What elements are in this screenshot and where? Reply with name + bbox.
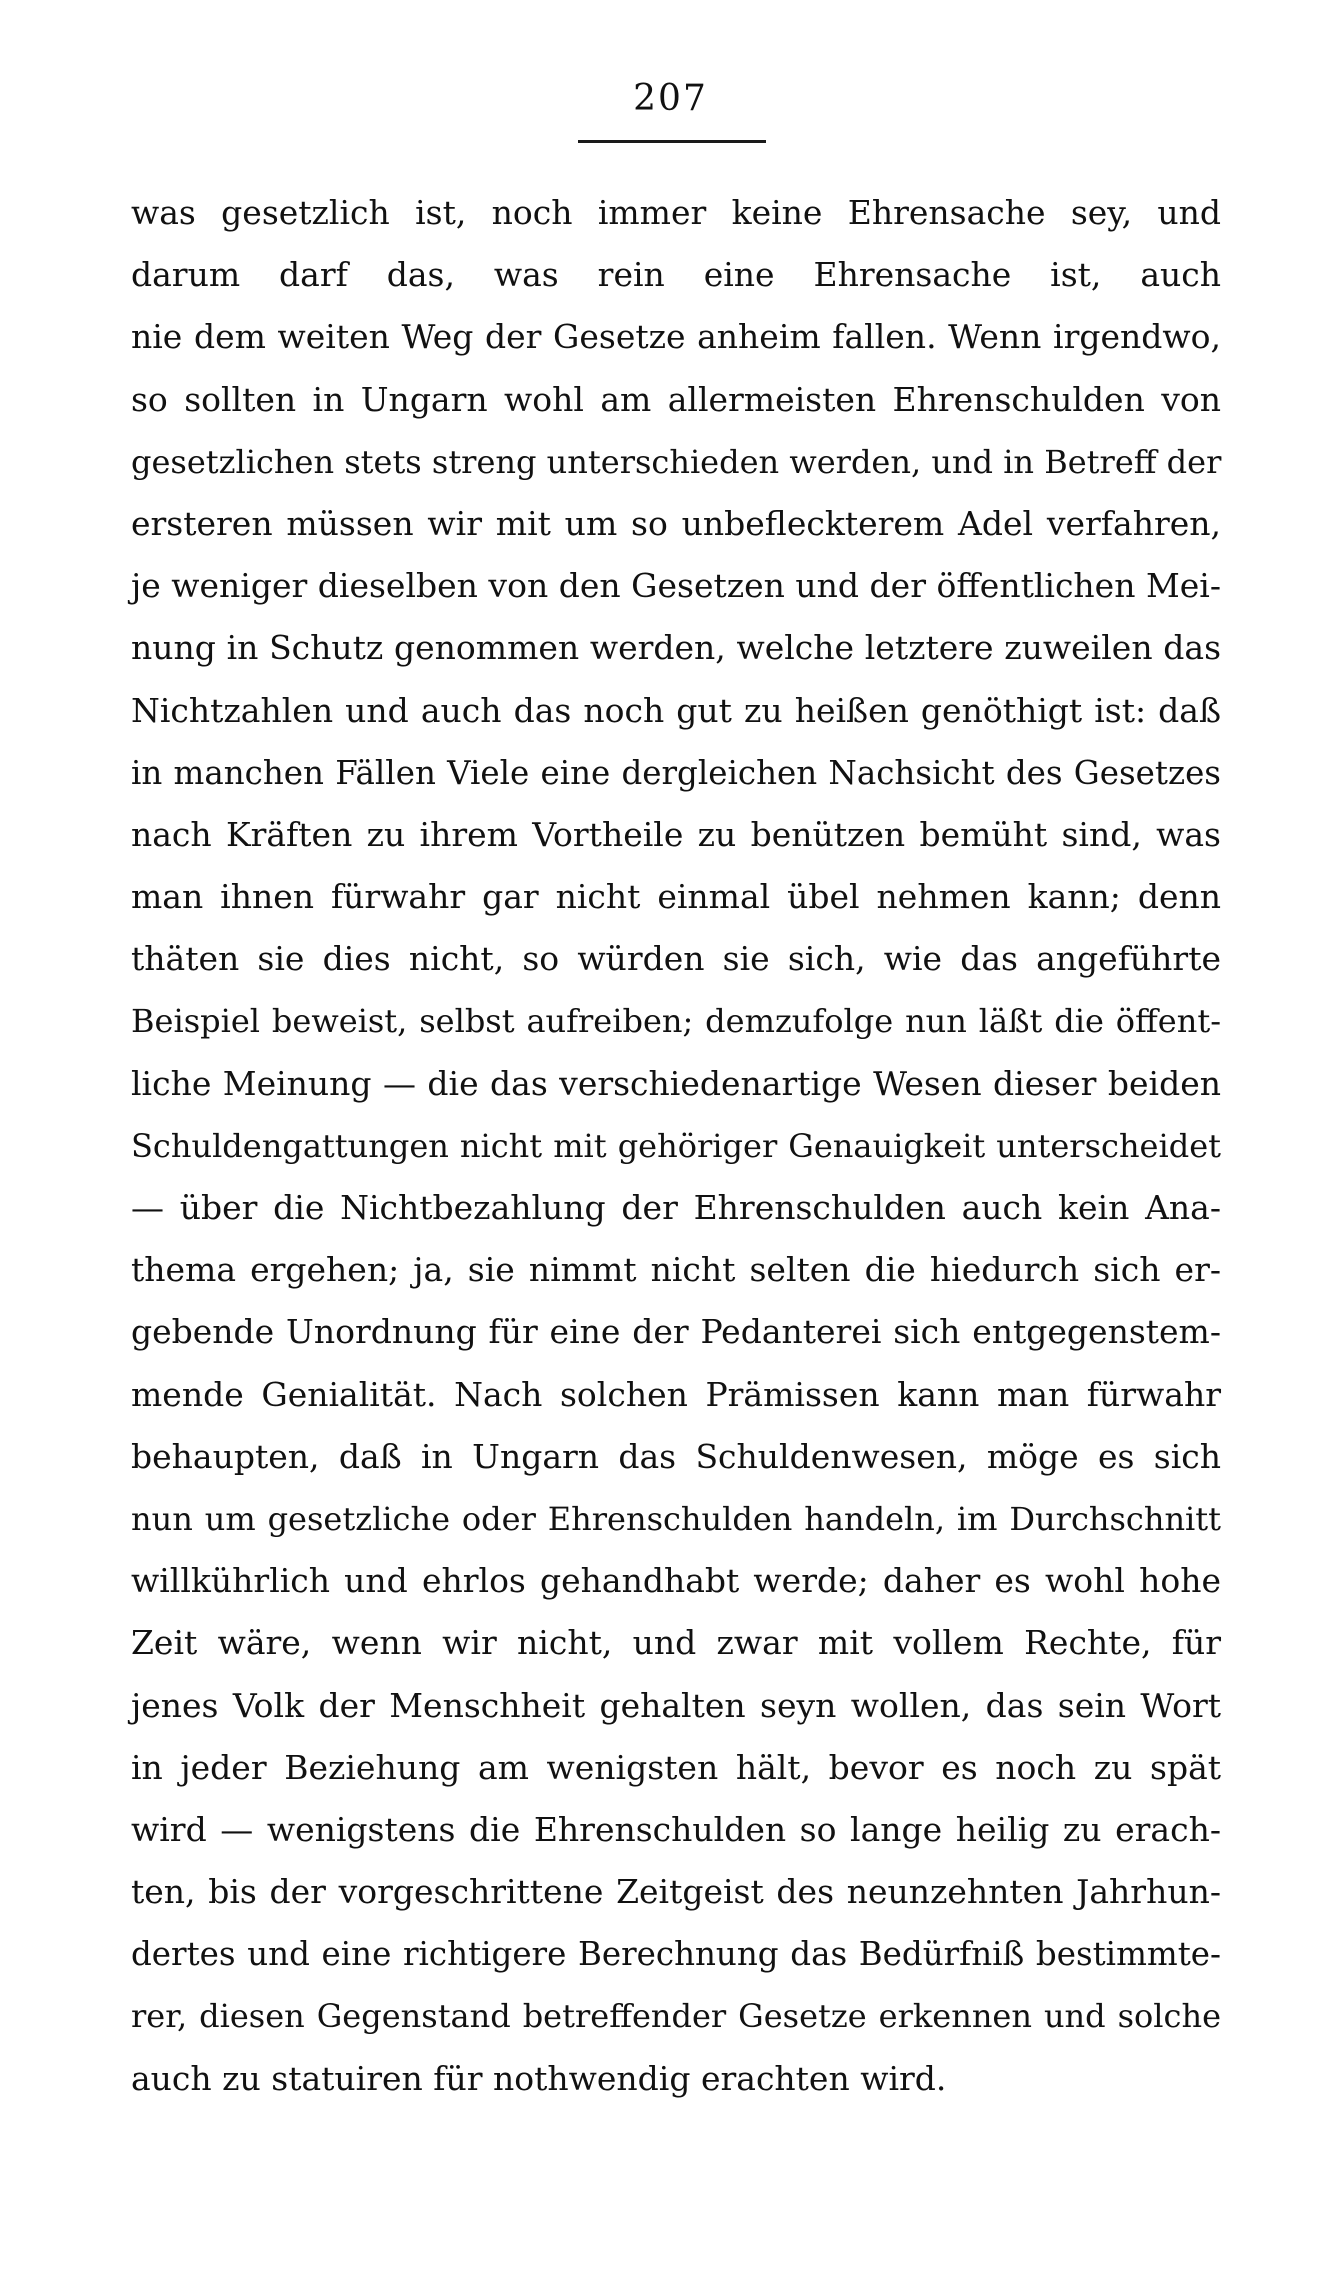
text-line: thäten sie dies nicht, so würden sie sich, wie das angeführte	[131, 939, 1221, 979]
text-line: in manchen Fällen Viele eine dergleichen Nachsicht des Gesetzes	[131, 753, 1221, 792]
body-text	[131, 182, 1221, 2110]
text-line: nung in Schutz genommen werden, welche letztere zuweilen das	[131, 628, 1221, 668]
text-line: — über die Nichtbezahlung der Ehrenschulden auch kein Ana-	[131, 1188, 1221, 1227]
page-number: 207	[633, 78, 708, 119]
text-line: Beispiel beweist, selbst aufreiben; demzufolge nun läßt die öffent-	[131, 1002, 1221, 1041]
text-line: je weniger dieselben von den Gesetzen und der öffentlichen Mei-	[131, 566, 1221, 606]
text-line: gesetzlichen stets streng unterschieden werden, und in Betreff der	[131, 442, 1222, 481]
text-line: Zeit wäre, wenn wir nicht, und zwar mit vollem Rechte, für	[131, 1623, 1221, 1663]
text-line: liche Meinung — die das verschiedenartige Wesen dieser beiden	[131, 1063, 1221, 1103]
text-line: mende Genialität. Nach solchen Prämissen kann man fürwahr	[131, 1374, 1221, 1414]
text-line: willkührlich und ehrlos gehandhabt werde; daher es wohl hohe	[131, 1561, 1221, 1601]
text-line: was gesetzlich ist, noch immer keine Ehrensache sey, und	[131, 193, 1221, 232]
text-line: auch zu statuiren für nothwendig erachten wird.	[131, 2058, 947, 2098]
header-rule	[578, 140, 766, 143]
text-line: darum darf das, was rein eine Ehrensache ist, auch	[131, 255, 1221, 295]
text-line: jenes Volk der Menschheit gehalten seyn wollen, das sein Wort	[131, 1685, 1221, 1725]
text-line: nie dem weiten Weg der Gesetze anheim fallen. Wenn irgendwo,	[131, 317, 1221, 357]
text-line: nun um gesetzliche oder Ehrenschulden handeln, im Durchschnitt	[131, 1499, 1221, 1538]
text-line: rer, diesen Gegenstand betreffender Gesetze erkennen und solche	[131, 1997, 1221, 2036]
text-line: man ihnen fürwahr gar nicht einmal übel nehmen kann; denn	[131, 877, 1221, 917]
text-line: Schuldengattungen nicht mit gehöriger Genauigkeit unterscheidet	[131, 1126, 1221, 1165]
text-line: gebende Unordnung für eine der Pedanterei sich entgegenstem-	[131, 1312, 1221, 1352]
text-line: so sollten in Ungarn wohl am allermeisten Ehrenschulden von	[131, 379, 1221, 419]
text-line: ersteren müssen wir mit um so unbefleckterem Adel verfahren,	[131, 503, 1221, 543]
text-line: thema ergehen; ja, sie nimmt nicht selten die hiedurch sich er-	[131, 1250, 1221, 1290]
text-line: behaupten, daß in Ungarn das Schuldenwesen, möge es sich	[131, 1436, 1221, 1476]
text-line: nach Kräften zu ihrem Vortheile zu benützen bemüht sind, was	[131, 814, 1221, 854]
text-line: wird — wenigstens die Ehrenschulden so lange heilig zu erach-	[131, 1809, 1221, 1849]
text-line: in jeder Beziehung am wenigsten hält, bevor es noch zu spät	[131, 1747, 1221, 1787]
text-line: ten, bis der vorgeschrittene Zeitgeist des neunzehnten Jahrhun-	[131, 1872, 1221, 1912]
text-line: Nichtzahlen und auch das noch gut zu heißen genöthigt ist: daß	[131, 690, 1221, 730]
text-line: dertes und eine richtigere Berechnung das Bedürfniß bestimmte-	[131, 1935, 1221, 1974]
